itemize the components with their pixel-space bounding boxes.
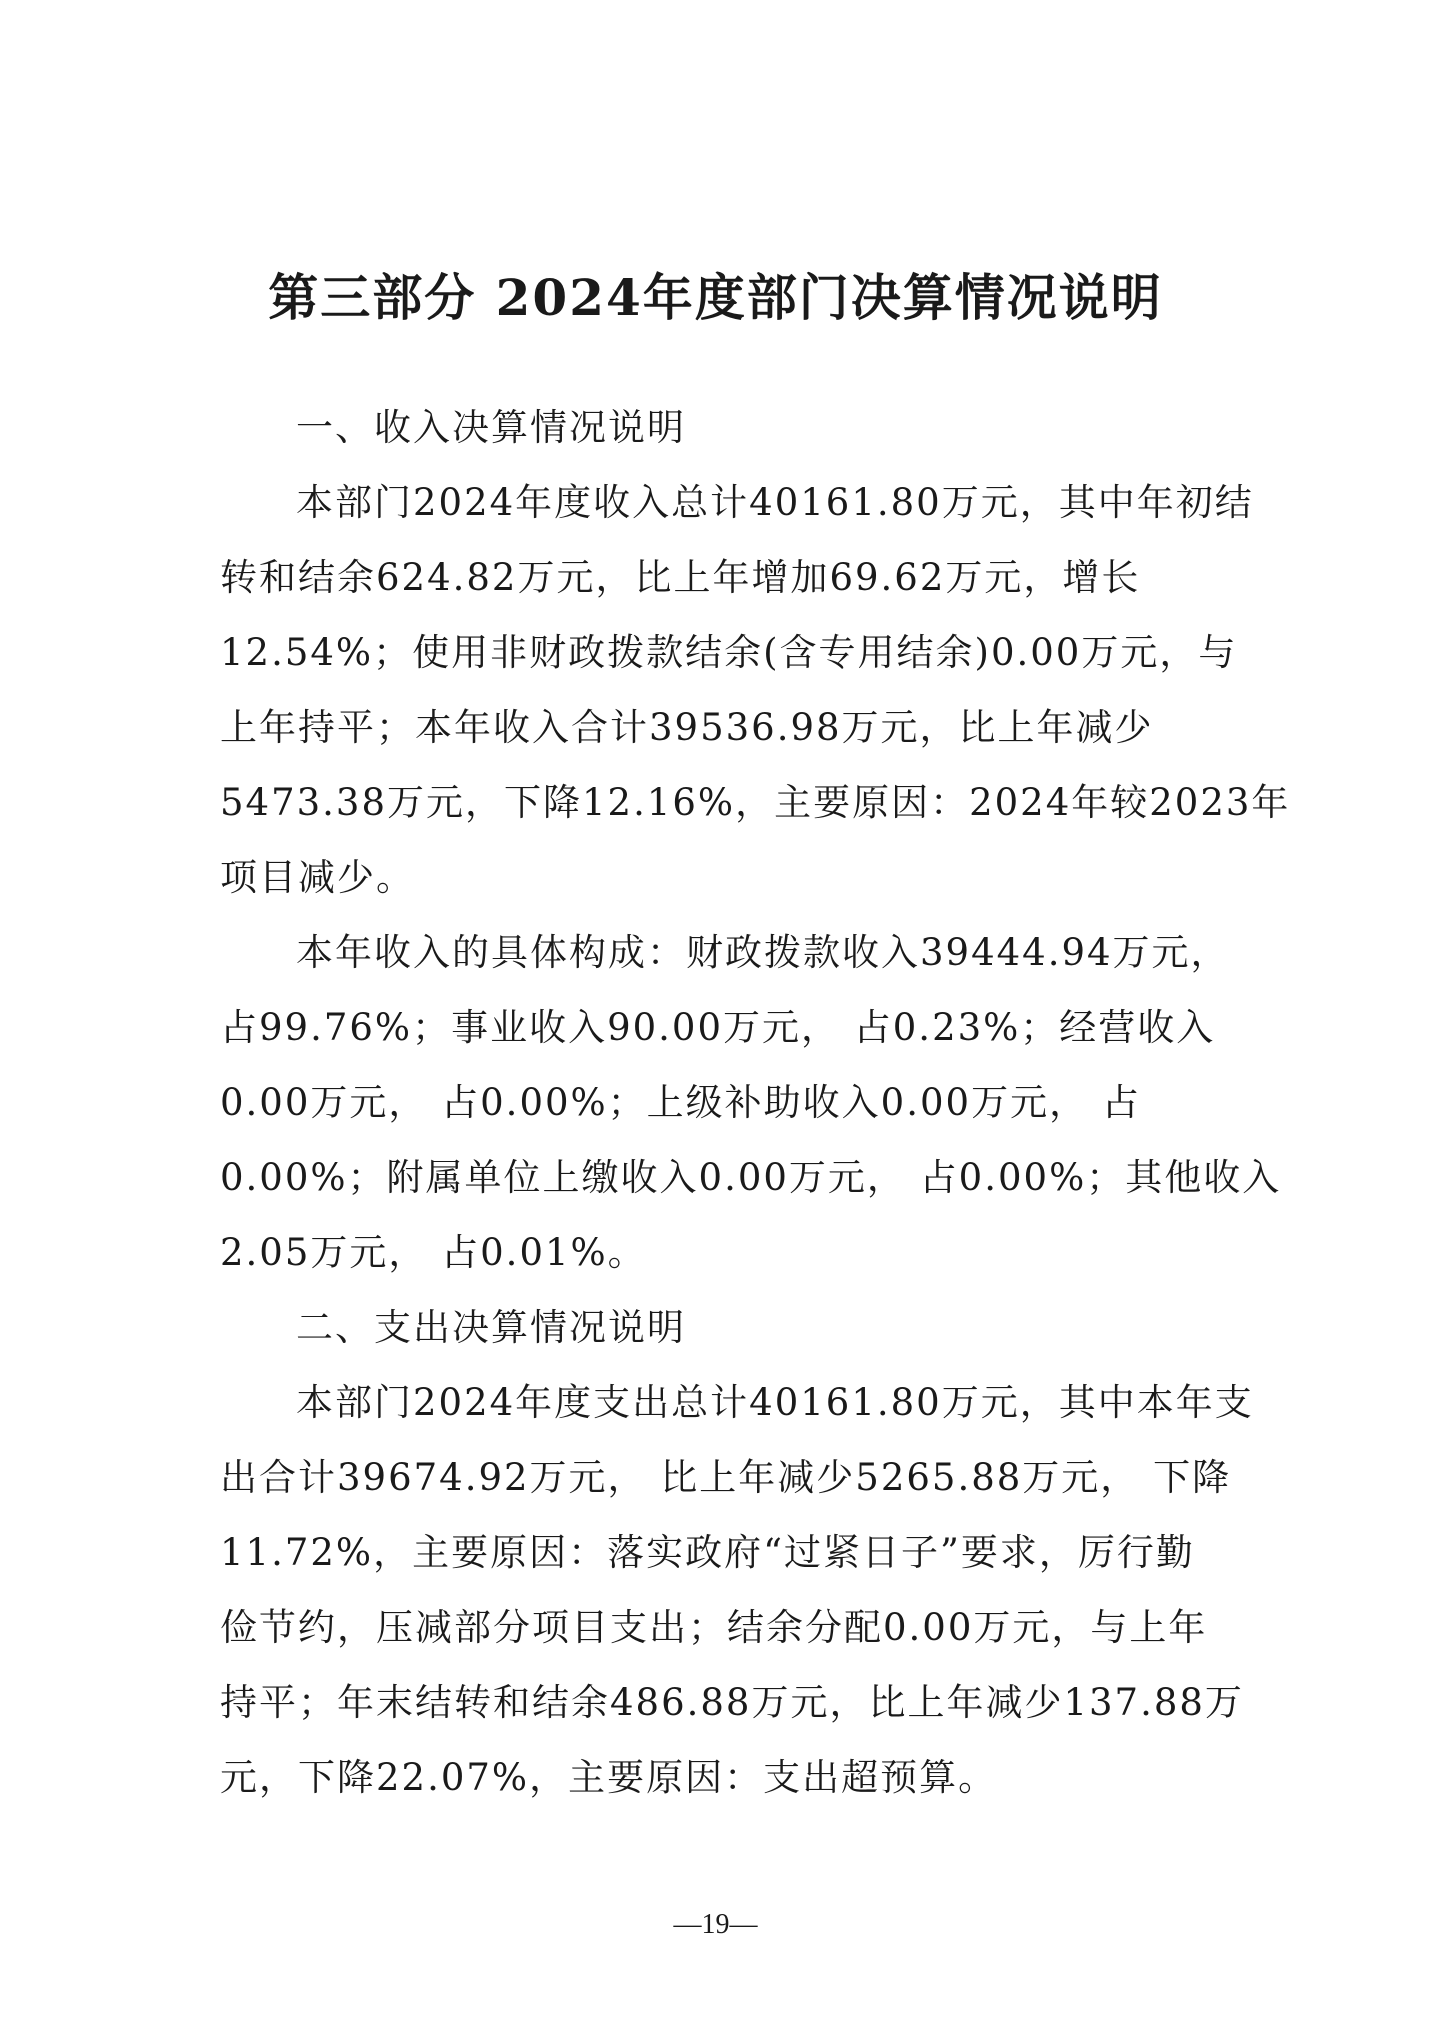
page-number: —19— xyxy=(673,1909,758,1940)
text-line: 0.00万元， 占0.00%；上级补助收入0.00万元， 占 xyxy=(220,1081,1141,1124)
text-line: 5473.38万元，下降12.16%，主要原因：2024年较2023年 xyxy=(220,781,1291,824)
document-title: 第三部分 2024年度部门决算情况说明 xyxy=(268,268,1163,327)
text-line: 2.05万元， 占0.01%。 xyxy=(220,1231,647,1274)
text-line: 0.00%；附属单位上缴收入0.00万元， 占0.00%；其他收入 xyxy=(220,1156,1282,1199)
text-line: 出合计39674.92万元， 比上年减少5265.88万元， 下降 xyxy=(220,1456,1232,1499)
text-line: 12.54%；使用非财政拨款结余(含专用结余)0.00万元，与 xyxy=(220,631,1238,674)
text-line: 本部门2024年度收入总计40161.80万元，其中年初结 xyxy=(296,481,1254,524)
text-line: 元，下降22.07%，主要原因：支出超预算。 xyxy=(220,1756,998,1799)
text-line: 转和结余624.82万元，比上年增加69.62万元，增长 xyxy=(220,556,1141,599)
section-heading-income: 一、收入决算情况说明 xyxy=(296,406,686,449)
text-line: 持平；年末结转和结余486.88万元，比上年减少137.88万 xyxy=(220,1681,1244,1724)
text-line: 俭节约，压减部分项目支出；结余分配0.00万元，与上年 xyxy=(220,1606,1208,1649)
section-heading-expenditure: 二、支出决算情况说明 xyxy=(296,1306,686,1349)
document-body xyxy=(220,390,1291,1815)
text-line: 本年收入的具体构成：财政拨款收入39444.94万元， xyxy=(296,931,1230,974)
text-line: 上年持平；本年收入合计39536.98万元，比上年减少 xyxy=(220,706,1154,749)
text-line: 11.72%，主要原因：落实政府“过紧日子”要求，厉行勤 xyxy=(220,1531,1195,1574)
text-line: 项目减少。 xyxy=(220,856,415,899)
text-line: 占99.76%；事业收入90.00万元， 占0.23%；经营收入 xyxy=(220,1006,1216,1049)
text-line: 本部门2024年度支出总计40161.80万元，其中本年支 xyxy=(296,1381,1254,1424)
